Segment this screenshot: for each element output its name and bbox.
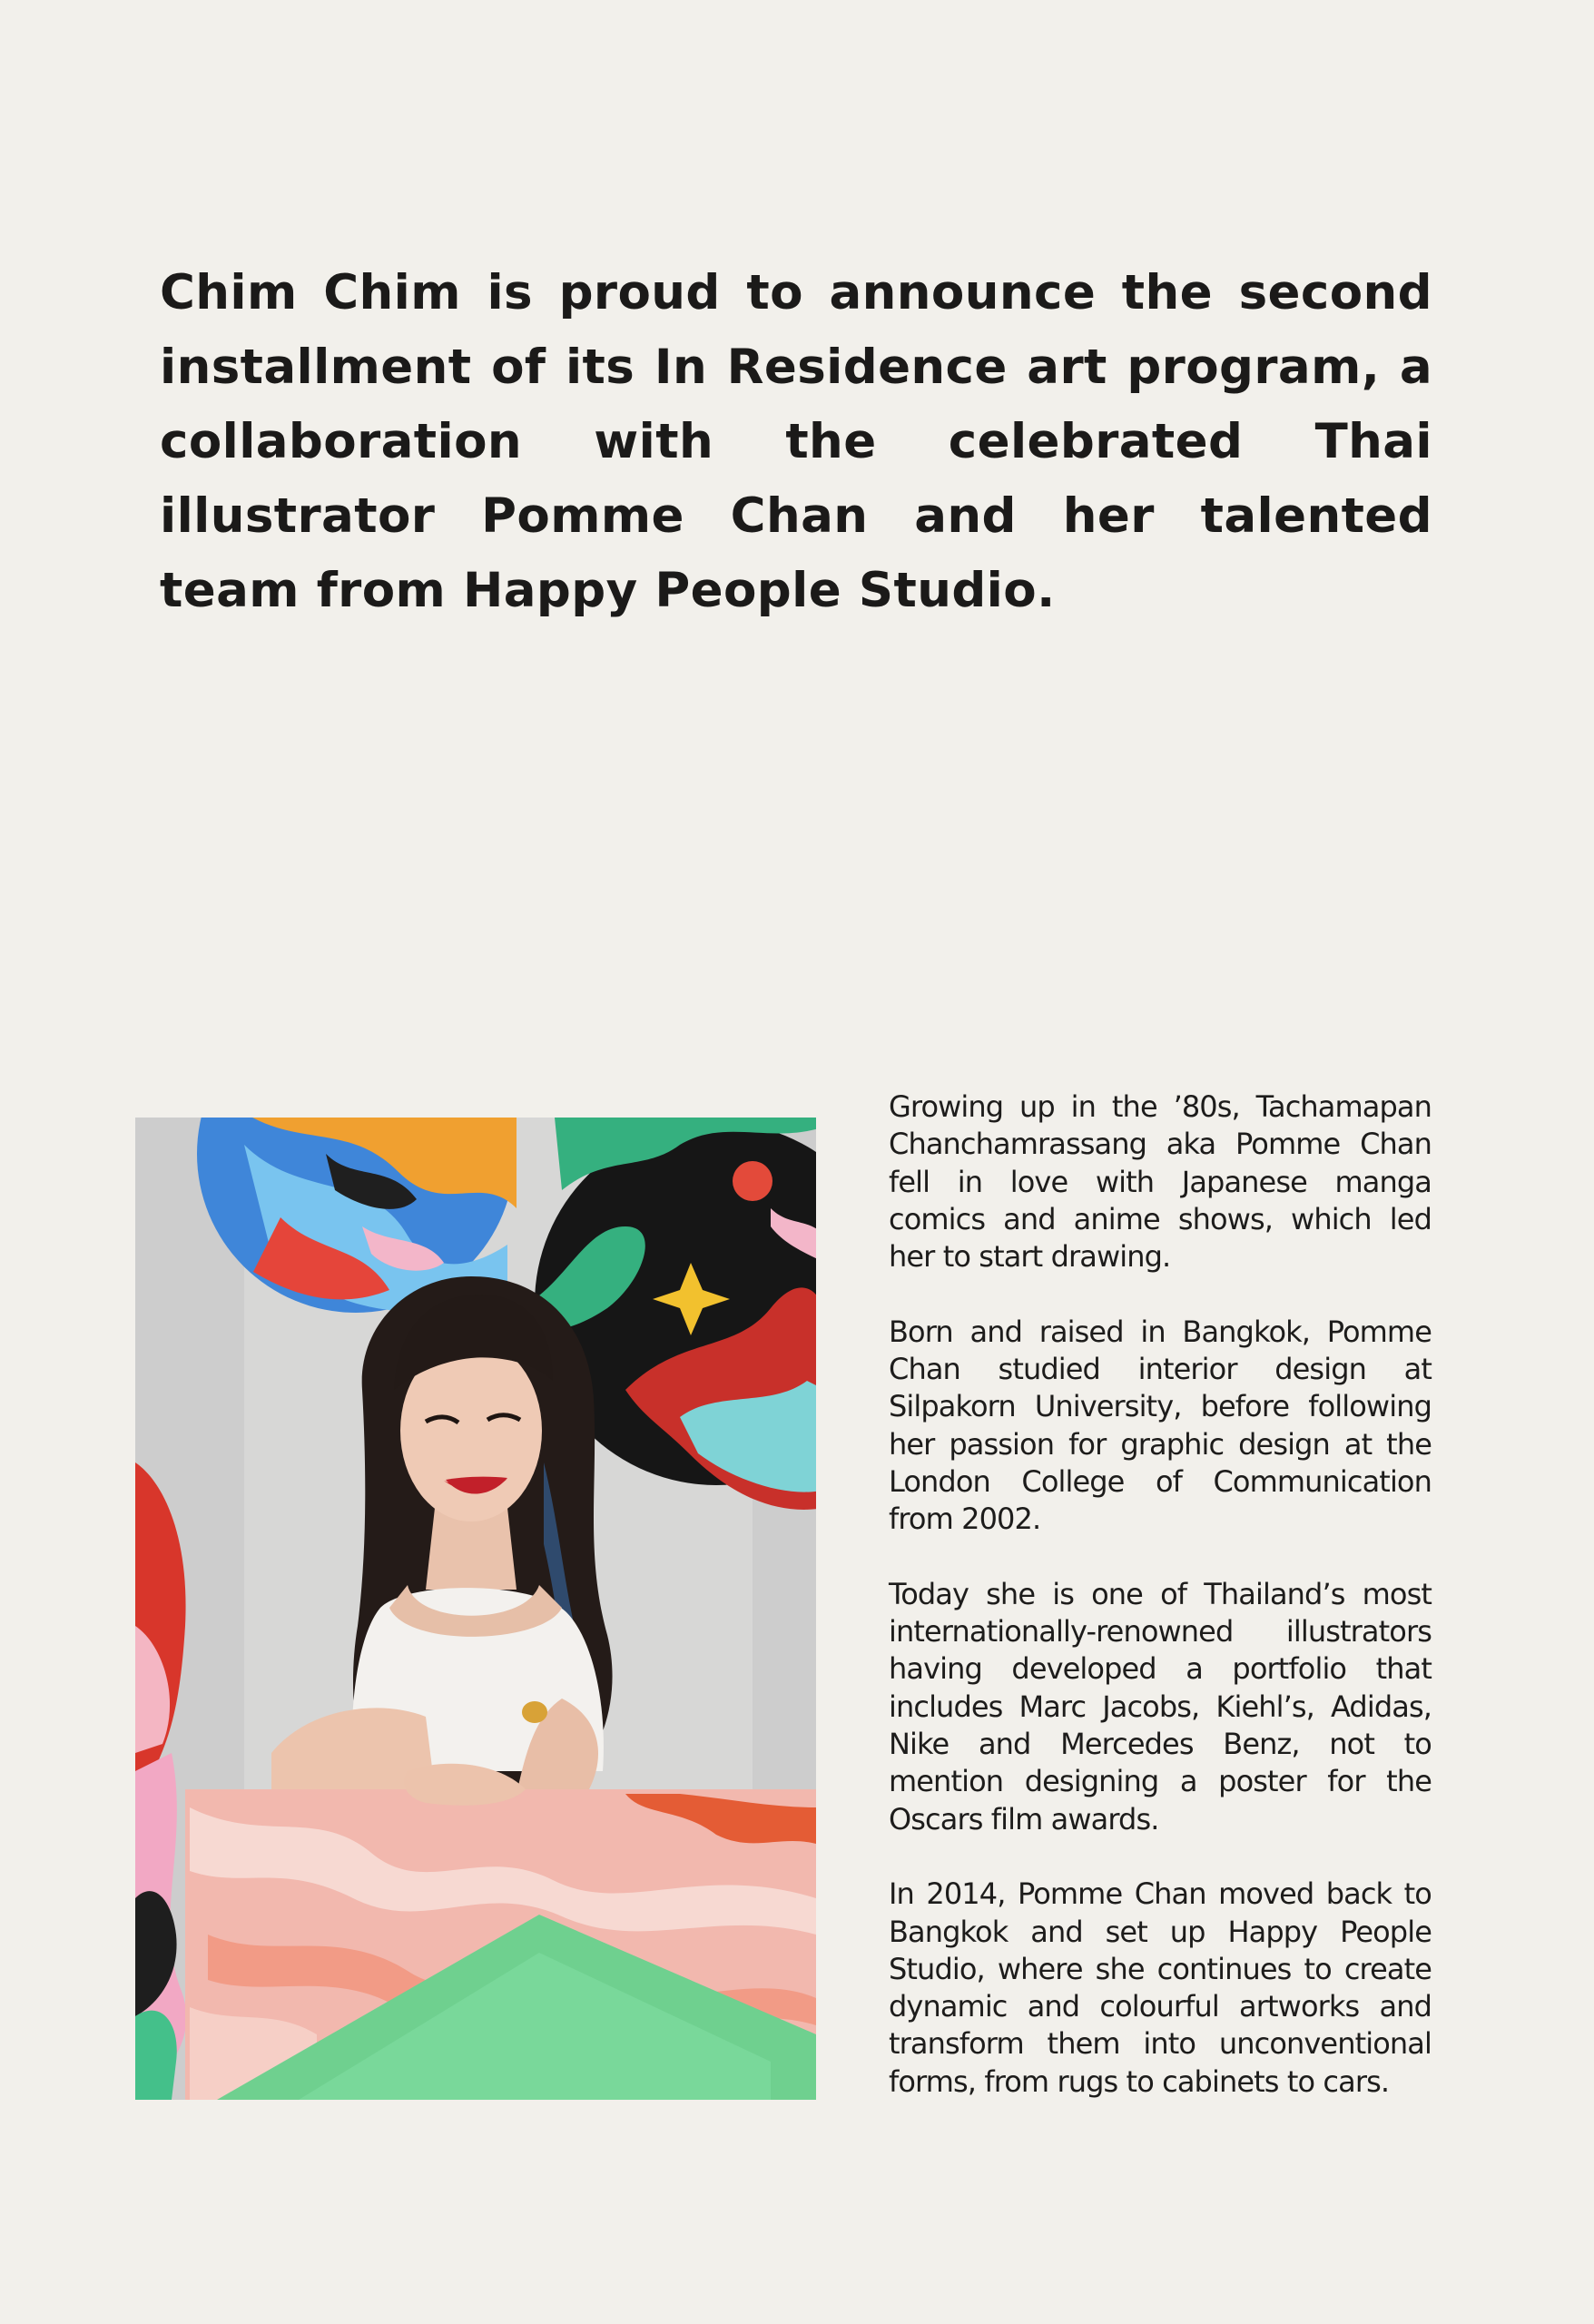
- artist-portrait-photo: [135, 1118, 816, 2100]
- body-copy: [889, 1088, 1432, 2101]
- paragraph-4: In 2014, Pomme Chan moved back to Bangkok and set up Happy People Studio, where she continues to create dynamic and colourful artworks and transform them into unconventional forms, from rugs to cabinets to cars.: [889, 1876, 1432, 2099]
- paragraph-3: Today she is one of Thailand’s most internationally-renowned illustrators having developed a portfolio that includes Marc Jacobs, Kiehl’s, Adidas, Nike and Mercedes Benz, not to mention designing a poster for the Oscars film awards.: [889, 1576, 1432, 1837]
- headline: Chim Chim is proud to announce the second installment of its In Residence art program, a collaboration with the celebrated Thai illustrator Pomme Chan and her talented team from Happy People Studio.: [160, 265, 1432, 618]
- paragraph-1: Growing up in the ’80s, Tachamapan Chanchamrassang aka Pomme Chan fell in love with Japanese manga comics and anime shows, which led her to start drawing.: [889, 1089, 1432, 1275]
- paragraph-2: Born and raised in Bangkok, Pomme Chan studied interior design at Silpakorn University, before following her passion for graphic design at the London College of Communication from 2002.: [889, 1314, 1432, 1537]
